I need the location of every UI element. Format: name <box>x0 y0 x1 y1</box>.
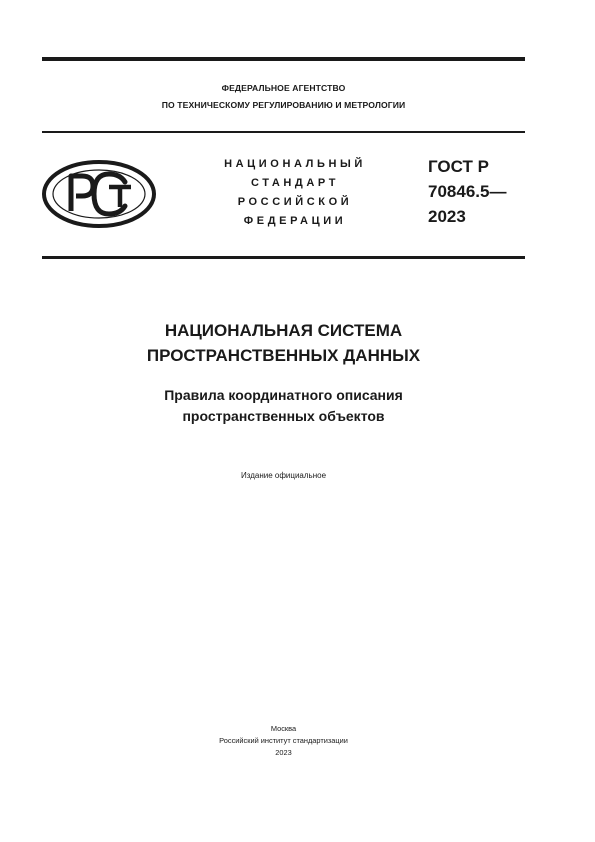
standard-type-line2: СТАНДАРТ <box>250 177 340 189</box>
title-line1: НАЦИОНАЛЬНАЯ СИСТЕМА <box>164 321 403 340</box>
subtitle-line2: пространственных объектов <box>182 408 385 424</box>
standard-type-line1: НАЦИОНАЛЬНЫЙ <box>224 158 366 170</box>
edition-note: Издание официальное <box>240 471 327 480</box>
agency-name-line1: ФЕДЕРАЛЬНОЕ АГЕНТСТВО <box>221 83 346 93</box>
standard-type-line3: РОССИЙСКОЙ <box>237 196 353 208</box>
imprint-city: Москва <box>270 724 297 733</box>
standard-type-block <box>198 155 392 231</box>
imprint-year: 2023 <box>275 748 292 757</box>
designation-line3: 2023 <box>428 207 466 226</box>
agency-name-line2: ПО ТЕХНИЧЕСКОМУ РЕГУЛИРОВАНИЮ И МЕТРОЛОГИИ <box>161 100 406 110</box>
imprint <box>42 723 525 759</box>
subtitle-line1: Правила координатного описания <box>164 387 403 403</box>
title-line2: ПРОСТРАНСТВЕННЫХ ДАННЫХ <box>146 346 421 365</box>
middle-rule <box>42 131 525 133</box>
standard-type-line4: ФЕДЕРАЦИИ <box>243 215 347 227</box>
designation-line2: 70846.5— <box>428 182 507 201</box>
document-title <box>42 318 525 368</box>
document-subtitle <box>42 385 525 427</box>
top-rule <box>42 57 525 61</box>
imprint-publisher: Российский институт стандартизации <box>219 736 348 745</box>
rst-certification-mark-icon <box>41 159 157 229</box>
bottom-rule <box>42 256 525 259</box>
designation-line1: ГОСТ Р <box>428 157 489 176</box>
standard-designation <box>428 154 506 229</box>
